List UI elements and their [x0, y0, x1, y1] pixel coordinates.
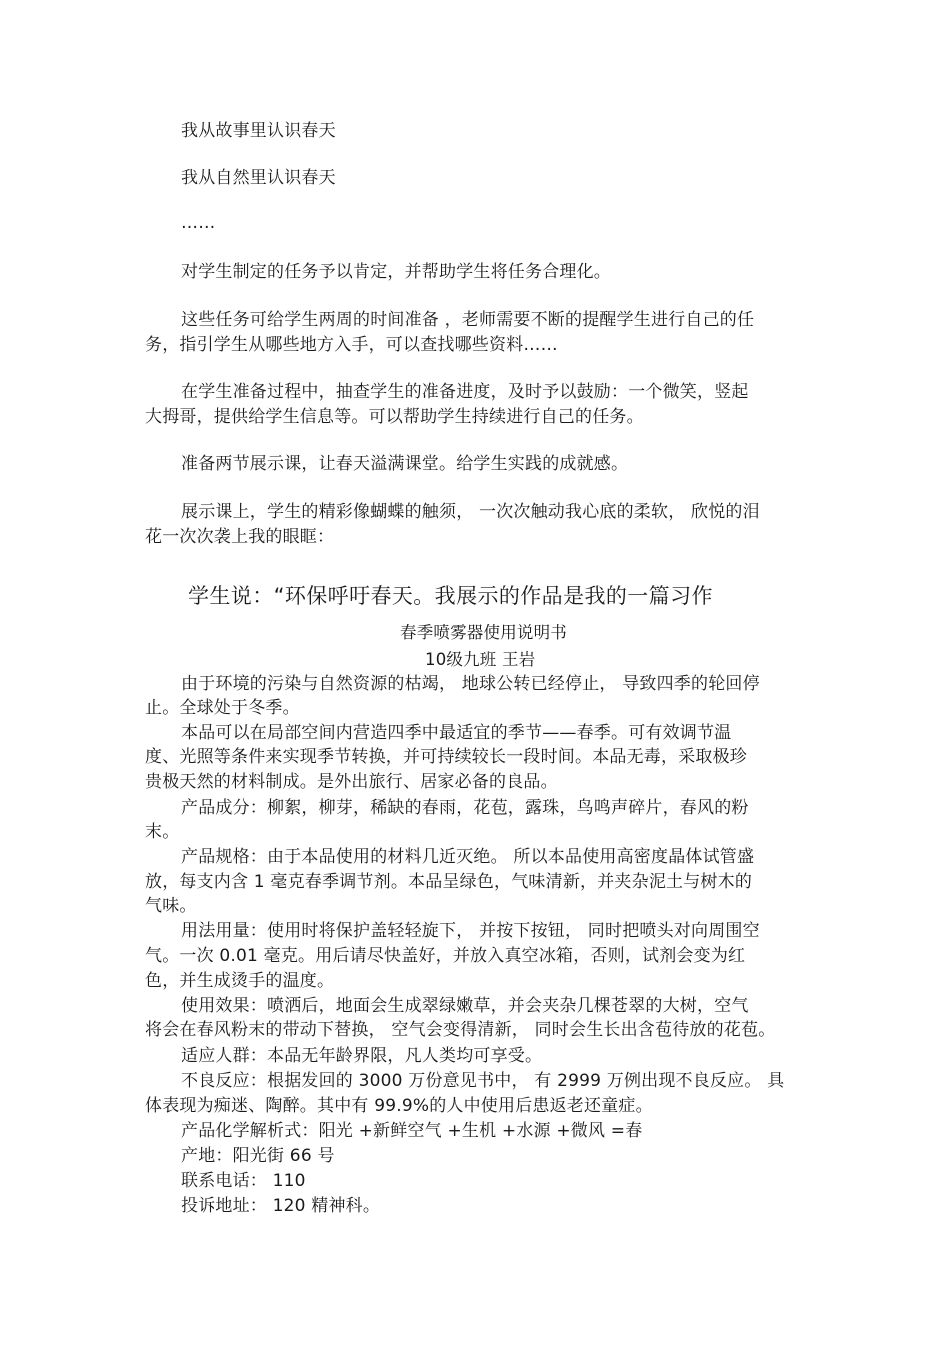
- essay-title: 春季喷雾器使用说明书: [400, 623, 567, 642]
- list-item-ellipsis: ……: [181, 213, 216, 233]
- paragraph-prep-line-1: 在学生准备过程中，抽查学生的准备进度，及时予以鼓励：一个微笑，竖起: [181, 382, 749, 402]
- essay-p9: 产品化学解析式：阳光 +新鲜空气 +生机 +水源 +微风 =春: [181, 1121, 643, 1141]
- paragraph-show-line-1: 展示课上，学生的精彩像蝴蝶的触须， 一次次触动我心底的柔软， 欣悦的泪: [181, 502, 760, 522]
- essay-p6-line-1: 使用效果：喷洒后，地面会生成翠绿嫩草，并会夹杂几棵苍翠的大树，空气: [181, 996, 749, 1016]
- essay-author: 10级九班 王岩: [425, 650, 536, 669]
- essay-p4-line-1: 产品规格：由于本品使用的材料几近灭绝。 所以本品使用高密度晶体试管盛: [181, 847, 755, 867]
- essay-p1-line-1: 由于环境的污染与自然资源的枯竭， 地球公转已经停止， 导致四季的轮回停: [181, 674, 760, 694]
- paragraph-lesson: 准备两节展示课，让春天溢满课堂。给学生实践的成就感。: [181, 454, 629, 474]
- essay-p2-line-3: 贵极天然的材料制成。是外出旅行、居家必备的良品。: [145, 772, 558, 792]
- essay-p5-line-1: 用法用量：使用时将保护盖轻轻旋下， 并按下按钮， 同时把喷头对向周围空: [181, 921, 760, 941]
- essay-p6-line-2: 将会在春风粉末的带动下替换， 空气会变得清新， 同时会生长出含苞待放的花苞。: [145, 1020, 776, 1040]
- paragraph-prep-line-2: 大拇哥，提供给学生信息等。可以帮助学生持续进行自己的任务。: [145, 407, 644, 427]
- essay-p2-line-2: 度、光照等条件来实现季节转换，并可持续较长一段时间。本品无毒，采取极珍: [145, 747, 747, 767]
- essay-p7: 适应人群：本品无年龄界限，凡人类均可享受。: [181, 1046, 543, 1066]
- essay-p3-line-1: 产品成分：柳絮，柳芽，稀缺的春雨，花苞，露珠，鸟鸣声碎片，春风的粉: [181, 798, 749, 818]
- essay-p2-line-1: 本品可以在局部空间内营造四季中最适宜的季节——春季。可有效调节温: [181, 723, 732, 743]
- essay-p3-line-2: 末。: [145, 822, 180, 842]
- list-item-story: 我从故事里认识春天: [181, 121, 336, 141]
- paragraph-show-line-2: 花一次次袭上我的眼眶：: [145, 527, 335, 547]
- essay-p11: 联系电话： 110: [181, 1171, 306, 1191]
- paragraph-tasks-line-2: 务，指引学生从哪些地方入手，可以查找哪些资料……: [145, 335, 558, 355]
- essay-p5-line-3: 色，并生成烫手的温度。: [145, 971, 335, 991]
- list-item-nature: 我从自然里认识春天: [181, 168, 336, 188]
- essay-p8-line-1: 不良反应：根据发回的 3000 万份意见书中， 有 2999 万例出现不良反应。 具: [181, 1071, 785, 1091]
- student-quote: 学生说：“环保呼吁春天。我展示的作品是我的一篇习作: [188, 584, 713, 608]
- essay-p8-line-2: 体表现为痴迷、陶醉。其中有 99.9%的人中使用后患返老还童症。: [145, 1096, 653, 1116]
- essay-p4-line-2: 放，每支内含 1 毫克春季调节剂。本品呈绿色，气味清新，并夹杂泥土与树木的: [145, 872, 753, 892]
- essay-p5-line-2: 气。一次 0.01 毫克。用后请尽快盖好，并放入真空冰箱，否则，试剂会变为红: [145, 946, 746, 966]
- essay-p10: 产地：阳光街 66 号: [181, 1146, 335, 1166]
- essay-p4-line-3: 气味。: [145, 896, 197, 916]
- essay-p12: 投诉地址： 120 精神科。: [181, 1196, 381, 1216]
- paragraph-affirm: 对学生制定的任务予以肯定，并帮助学生将任务合理化。: [181, 262, 611, 282]
- essay-p1-line-2: 止。全球处于冬季。: [145, 698, 300, 718]
- paragraph-tasks-line-1: 这些任务可给学生两周的时间准备 ，老师需要不断的提醒学生进行自己的任: [181, 310, 755, 330]
